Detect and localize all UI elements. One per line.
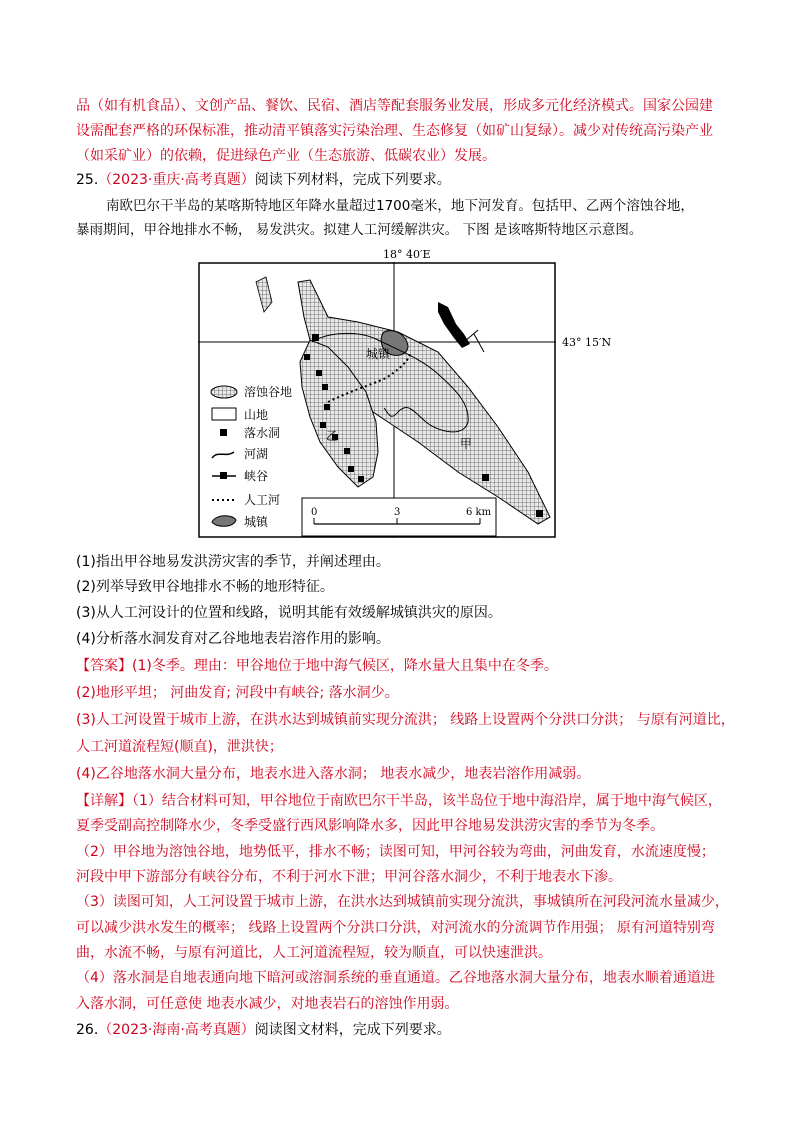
karst-map-figure [198,262,556,538]
detail-line: 【详解】（1）结合材料可知，甲谷地位于南欧巴尔干半岛，该半岛位于地中海沿岸，属于地中海气候区， [76,793,722,809]
latitude-label: 43° 15′N [562,336,612,349]
question-line: (3)从人工河设计的位置和线路，说明其能有效缓解城镇洪灾的原因。 [76,605,502,621]
answer-line: (3)人工河设置于城市上游，在洪水达到城镇前实现分流洪； 线路上设置两个分洪口分洪； 与原有河道比， [76,712,735,728]
answer-line: 人工河道流程短(顺直)，泄洪快； [76,739,283,755]
question-source: （2023·重庆·高考真题） [98,172,255,188]
question-source: （2023·海南·高考真题） [98,1022,255,1038]
material-line: 南欧巴尔干半岛的某喀斯特地区年降水量超过1700毫米，地下河发育。包括甲、乙两个溶蚀谷地， [106,198,694,214]
legend-item: 河湖 [244,447,269,461]
question-instruction: 阅读图文材料，完成下列要求。 [254,1022,451,1038]
scale-label: 6 km [466,507,492,518]
detail-line: 夏季受副高控制降水少，冬季受盛行西风影响降水多，因此甲谷地易发洪涝灾害的季节为冬季。 [76,818,664,834]
town-label: 城镇 [366,347,391,361]
question-26-header [76,1020,736,1040]
scale-label: 3 [394,507,401,518]
answer-line: (2)地形平坦； 河曲发育; 河段中有峡谷; 落水洞少。 [76,685,399,701]
legend-item: 人工河 [244,493,281,507]
legend-item: 山地 [244,408,269,422]
legend-item: 峡谷 [244,469,269,483]
detail-line: （3）读图可知，人工河设置于城市上游，在洪水达到城镇前实现分流洪，事城镇所在河段河流水量减少， [76,894,729,910]
answer-line: (4)乙谷地落水洞大量分布，地表水进入落水洞； 地表水减少，地表岩溶作用减弱。 [76,766,591,782]
question-instruction: 阅读下列材料，完成下列要求。 [254,172,451,188]
legend-item: 溶蚀谷地 [244,385,293,399]
legend-item: 城镇 [244,515,269,529]
detail-line: 入落水洞，可任意使 地表水减少，对地表岩石的溶蚀作用弱。 [76,996,459,1012]
valley-yi-label: 乙 [326,429,339,443]
intro-line: （如采矿业）的依赖，促进绿色产业（生态旅游、低碳农业）发展。 [76,148,496,164]
valley-jia-label: 甲 [460,437,473,451]
question-line: (2)列举导致甲谷地排水不畅的地形特征。 [76,579,334,595]
question-line: (1)指出甲谷地易发洪涝灾害的季节，并阐述理由。 [76,554,390,570]
intro-line: 品（如有机食品）、文创产品、餐饮、民宿、酒店等配套服务业发展，形成多元化经济模式。国家公园建 [76,98,713,114]
detail-line: 曲，水流不畅，与原有河道比，人工河道流程短，较为顺直，可以快速泄洪。 [76,945,552,961]
material-line: 暴雨期间，甲谷地排水不畅， 易发洪灾。拟建人工河缓解洪灾。 下图 是该喀斯特地区示意图。 [76,222,643,238]
legend-item: 落水洞 [244,426,281,440]
detail-line: （4）落水洞是自地表通向地下暗河或溶洞系统的垂直通道。乙谷地落水洞大量分布，地表水顺着通道进 [76,970,715,986]
longitude-label: 18° 40′E [383,248,431,261]
question-25-header [76,170,736,190]
detail-line: 河段中甲下游部分有峡谷分布，不利于河水下泄；甲河谷落水洞少，不利于地表水下渗。 [76,869,622,885]
detail-line: 可以减少洪水发生的概率； 线路上设置两个分洪口分洪，对河流水的分流调节作用强； 原有河道特别弯 [76,920,715,936]
detail-line: （2）甲谷地为溶蚀谷地，地势低平，排水不畅；读图可知，甲河谷较为弯曲，河曲发育，水流速度慢； [76,844,715,860]
question-number: 26. [76,1022,99,1038]
intro-line: 设需配套严格的环保标准，推动清平镇落实污染治理、生态修复（如矿山复绿）。减少对传统高污染产业 [76,123,713,139]
question-number: 25. [76,172,99,188]
answer-line: 【答案】(1)冬季。理由：甲谷地位于地中海气候区，降水量大且集中在冬季。 [76,658,558,674]
question-line: (4)分析落水洞发育对乙谷地地表岩溶作用的影响。 [76,631,390,647]
scale-label: 0 [311,507,318,518]
